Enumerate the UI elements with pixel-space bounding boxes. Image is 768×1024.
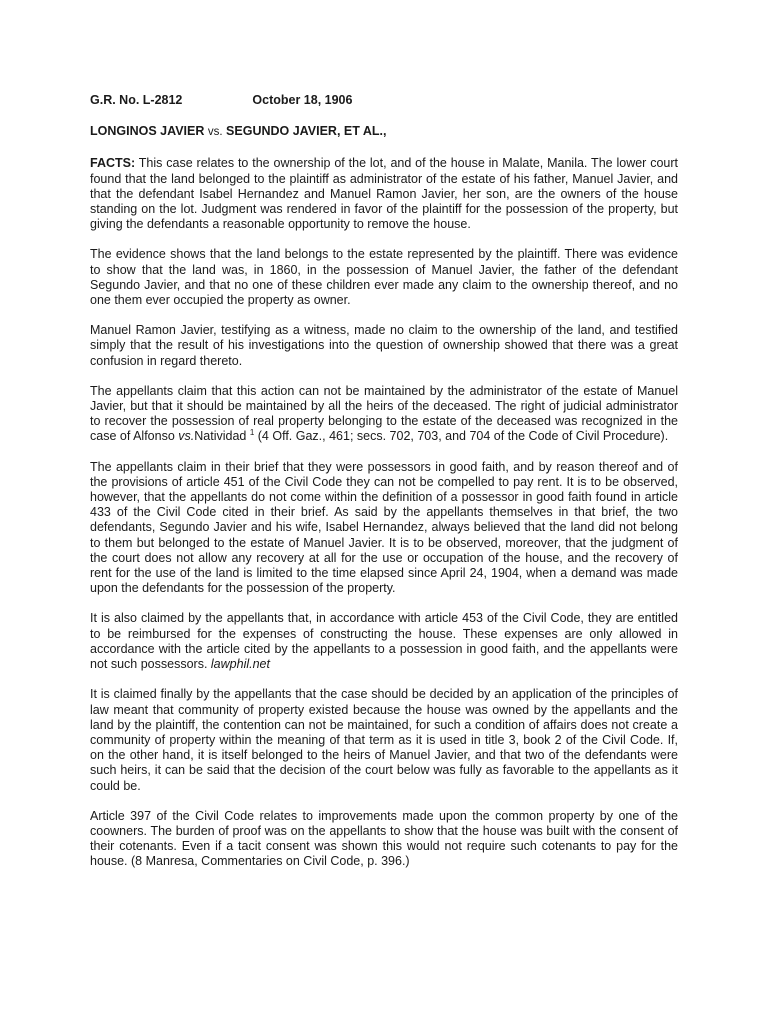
- paragraph-facts: [90, 156, 678, 232]
- paragraph-text: The appellants claim that this action can not be maintained by the administrator of the estate of Manuel Javier, but that it should be maintained by all the heirs of the deceased. The right of judicial administrator to recover the possession of real property belonging to the estate of the deceased was recognized in the case of Alfonso: [90, 383, 678, 444]
- paragraph-administrator: [90, 384, 678, 445]
- paragraph-good-faith: The appellants claim in their brief that they were possessors in good faith, and by reason thereof and of the provisions of article 451 of the Civil Code they can not be compelled to pay rent. It is to be observed, however, that the appellants do not come within the definition of a possessor in good faith found in article 433 of the Civil Code cited in their brief. As said by the appellants themselves in that brief, the two defendants, Segundo Javier and his wife, Isabel Hernandez, always believed that the land did not belong to them but belonged to the estate of Manuel Javier. It is to be observed, moreover, that the judgment of the court does not allow any recovery at all for the use or occupation of the house, and the recovery of rent for the use of the land is limited to the time elapsed since April 24, 1904, when a demand was made upon the defendants for the possession of the property.: [90, 459, 678, 596]
- document-page: [90, 93, 678, 885]
- paragraph-reimbursement: [90, 611, 678, 672]
- paragraph-community-property: It is claimed finally by the appellants that the case should be decided by an application of the principles of law meant that community of property existed because the house was owned by the appellants and the land by the plaintiff, the contention can not be maintained, for such a condition of affairs does not create a community of property within the meaning of that term as it is used in title 3, book 2 of the Civil Code. If, on the other hand, it is itself belonged to the heirs of Manuel Javier, and that two of the defendants were such heirs, it can be said that the decision of the court below was fully as favorable to the appellants as it could be.: [90, 687, 678, 793]
- paragraph-evidence: The evidence shows that the land belongs to the estate represented by the plaintiff. There was evidence to show that the land was, in 1860, in the possession of Manuel Javier, the father of the defendant Segundo Javier, and that no one of these children ever made any claim to the ownership thereof, and no one them ever occupied the property as owner.: [90, 247, 678, 308]
- facts-label: FACTS:: [90, 156, 136, 171]
- source-watermark: lawphil.net: [210, 657, 270, 672]
- versus-italic: vs.: [178, 429, 195, 444]
- footnote-marker: 1: [249, 428, 255, 438]
- plaintiff-name: LONGINOS JAVIER: [90, 124, 205, 139]
- versus-label: vs.: [207, 126, 223, 139]
- case-name: Natividad: [194, 429, 250, 444]
- paragraph-testimony: Manuel Ramon Javier, testifying as a witness, made no claim to the ownership of the land, and testified simply that the result of his investigations into the question of ownership showed that there was a great confusion in regard thereto.: [90, 323, 678, 368]
- paragraph-text: This case relates to the ownership of the lot, and of the house in Malate, Manila. The lower court found that the land belonged to the plaintiff as administrator of the estate of his father, Manuel Javier, and that the defendant Isabel Hernandez and Manuel Ramon Javier, her son, are the owners of the house standing on the lot. Judgment was rendered in favor of the plaintiff for the possession of the property, but giving the defendants a reasonable opportunity to remove the house.: [90, 156, 678, 232]
- decision-date: October 18, 1906: [252, 93, 353, 107]
- paragraph-text: (4 Off. Gaz., 461; secs. 702, 703, and 704 of the Code of Civil Procedure).: [254, 429, 669, 444]
- gr-number: G.R. No. L-2812: [90, 93, 183, 107]
- case-citation: [90, 93, 678, 108]
- defendants-name: SEGUNDO JAVIER, ET AL.,: [226, 124, 387, 139]
- case-title: [90, 124, 678, 140]
- paragraph-text: It is also claimed by the appellants that, in accordance with article 453 of the Civil Code, they are entitled to be reimbursed for the expenses of constructing the house. These expenses are only allowed in accordance with the article cited by the appellants to a possession in good faith, and the appellants were not such possessors.: [90, 611, 678, 672]
- paragraph-improvements: Article 397 of the Civil Code relates to improvements made upon the common property by one of the coowners. The burden of proof was on the appellants to show that the house was built with the consent of their cotenants. Even if a tacit consent was shown this would not require such cotenants to pay for the house. (8 Manresa, Commentaries on Civil Code, p. 396.): [90, 808, 678, 869]
